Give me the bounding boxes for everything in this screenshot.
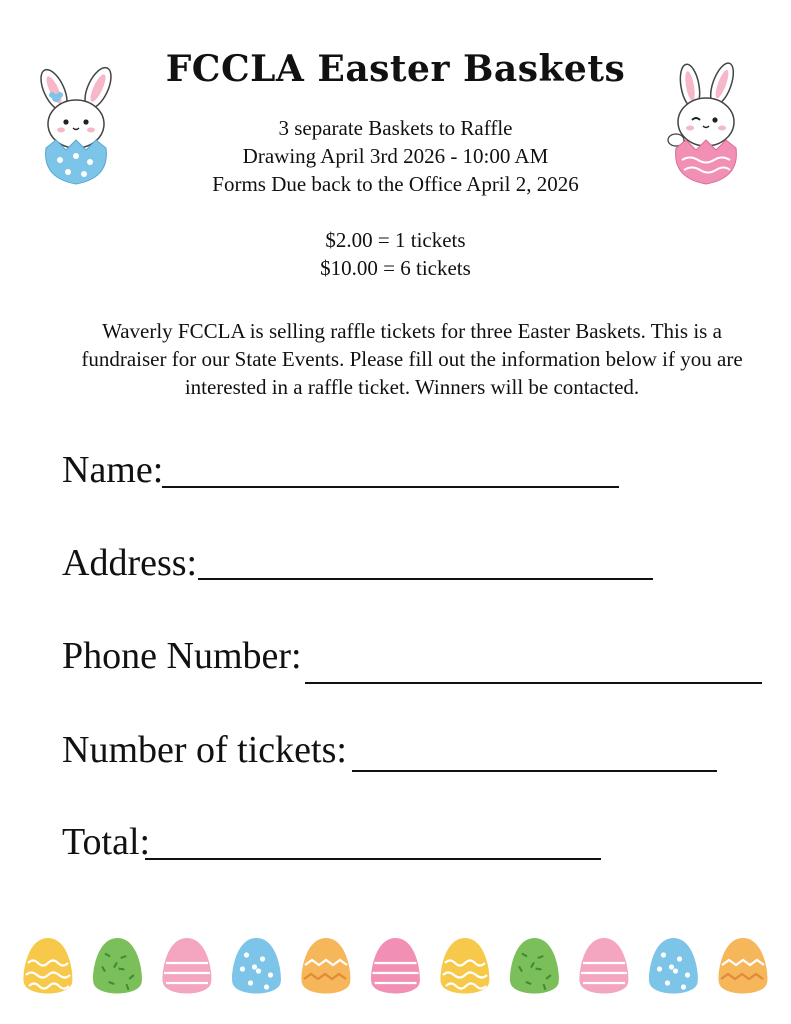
easter-egg-icon <box>580 938 629 994</box>
easter-egg-icon <box>232 938 281 994</box>
phone-number-blank-line[interactable] <box>305 682 762 684</box>
address-label: Address: <box>62 542 198 584</box>
easter-egg-icon <box>24 938 73 994</box>
phone-number-label: Phone Number: <box>62 635 302 677</box>
detail-line-due-date: Forms Due back to the Office April 2, 2026 <box>212 172 579 196</box>
total-blank-line[interactable] <box>145 858 601 860</box>
price-bundle: $10.00 = 6 tickets <box>320 256 471 280</box>
event-details <box>0 114 791 198</box>
page-title: FCCLA Easter Baskets <box>165 48 626 90</box>
number-of-tickets-blank-line[interactable] <box>352 770 717 772</box>
easter-egg-icon <box>93 938 142 994</box>
easter-egg-icon <box>649 938 698 994</box>
total-label: Total: <box>62 821 151 863</box>
description-paragraph: Waverly FCCLA is selling raffle tickets for three Easter Baskets. This is a fundraiser for our State Events. Please fill out the information below if you are interested in a raffle ticket. Winners will be contacted. <box>81 319 743 399</box>
detail-line-baskets: 3 separate Baskets to Raffle <box>278 116 513 140</box>
detail-line-drawing: Drawing April 3rd 2026 - 10:00 AM <box>242 144 549 168</box>
easter-egg-icon <box>371 938 420 994</box>
easter-egg-icon <box>719 938 768 994</box>
number-of-tickets-label: Number of tickets: <box>62 729 347 771</box>
easter-egg-icon <box>441 938 490 994</box>
easter-egg-icon <box>302 938 351 994</box>
price-single: $2.00 = 1 tickets <box>325 228 466 252</box>
easter-egg-icon <box>163 938 212 994</box>
name-label: Name: <box>62 449 164 491</box>
name-blank-line[interactable] <box>162 486 619 488</box>
easter-egg-icon <box>510 938 559 994</box>
pricing <box>0 226 791 282</box>
address-blank-line[interactable] <box>198 578 653 580</box>
easter-eggs-border <box>0 936 791 1002</box>
